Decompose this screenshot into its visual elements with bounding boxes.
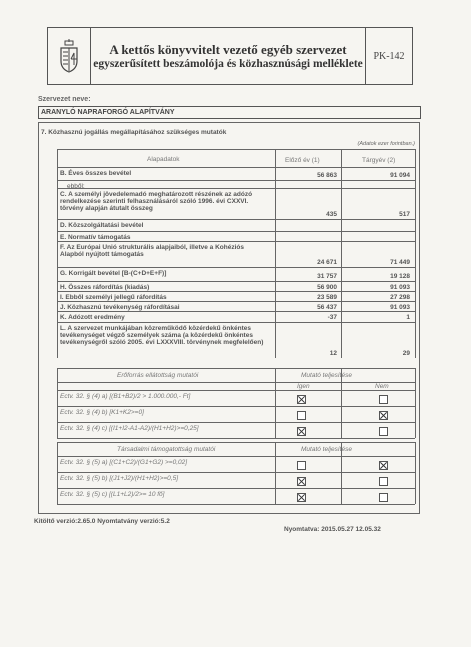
print-timestamp: Nyomtatva: 2015.05.27 12.05.32 — [284, 526, 381, 533]
table-row — [57, 267, 415, 282]
indicator-formula: Ectv. 32. § (4) c) [(I1+I2-A1-A2)/(H1+H2)>=0,25] — [60, 425, 199, 432]
prev-year-value: 12 — [329, 350, 337, 357]
indicator-row — [57, 422, 415, 439]
prev-year-value: 56 863 — [317, 172, 337, 179]
section-title: 7. Közhasznú jogállás megállapításához szükséges mutatók — [41, 129, 227, 136]
block-divider — [341, 442, 342, 504]
current-year-value: 517 — [399, 211, 410, 218]
indicator-row — [57, 406, 415, 423]
row-label: B. Éves összes bevétel — [60, 170, 132, 177]
yes-checkbox[interactable] — [297, 477, 306, 486]
current-year-value: 91 093 — [390, 284, 410, 291]
yes-header: Igen — [297, 383, 310, 390]
version-info: Kitöltő verzió:2.65.0 Nyomtatvány verzió:5.2 — [34, 518, 170, 525]
prev-year-value: 56 900 — [317, 284, 337, 291]
yes-checkbox[interactable] — [297, 395, 306, 404]
current-year-value: 29 — [402, 350, 410, 357]
yes-checkbox[interactable] — [297, 493, 306, 502]
prev-year-value: 56 437 — [317, 304, 337, 311]
no-checkbox[interactable] — [379, 493, 388, 502]
prev-year-value: -37 — [327, 314, 337, 321]
row-label: F. Az Európai Unió strukturális alapjaiból, illetve a Kohéziós Alapból nyújtott támogatás — [60, 244, 244, 258]
prev-year-value: 31 757 — [317, 273, 337, 280]
block-left-border — [57, 368, 58, 438]
table-right-border — [415, 149, 416, 358]
unit-note: (Adatok ezer forintban.) — [357, 141, 415, 147]
block-right-border — [415, 442, 416, 504]
row-label: E. Normatív támogatás — [60, 234, 131, 241]
indicator-formula: Ectv. 32. § (5) c) [(L1+L2)/2>= 10 fő] — [60, 491, 165, 498]
group-title: Társadalmi támogatottság mutatói — [117, 446, 216, 453]
table-left-border — [57, 149, 58, 358]
col-divider-2 — [341, 149, 342, 358]
block-right-border — [415, 368, 416, 438]
yes-checkbox[interactable] — [297, 461, 306, 470]
indicator-row — [57, 390, 415, 407]
yes-checkbox[interactable] — [297, 427, 306, 436]
indicator-group-header — [57, 442, 415, 457]
table-header-row — [57, 149, 415, 168]
row-label: ebből: — [67, 183, 85, 190]
current-year-value: 91 093 — [390, 304, 410, 311]
no-checkbox[interactable] — [379, 411, 388, 420]
indicator-formula: Ectv. 32. § (4) b) [K1+K2>=0] — [60, 409, 144, 416]
col-header-basic: Alapadatok — [147, 156, 180, 163]
yes-checkbox[interactable] — [297, 411, 306, 420]
no-checkbox[interactable] — [379, 427, 388, 436]
row-label: C. A személyi jövedelemadó meghatározott részének az adózó rendelkezése szerinti felhasználásáról szóló 1996. évi CXXVI. törvény alapján átutalt összeg — [60, 191, 253, 212]
indicator-row — [57, 488, 415, 505]
form-title — [91, 28, 366, 84]
current-year-value: 19 128 — [390, 273, 410, 280]
table-row — [57, 167, 415, 181]
row-label: J. Közhasznú tevékenység ráfordításai — [60, 304, 180, 311]
no-header: Nem — [375, 383, 389, 390]
indicator-group-header — [57, 368, 415, 383]
indicators-section — [38, 122, 420, 514]
block-bottom-border — [57, 504, 415, 505]
current-year-value: 91 094 — [390, 172, 410, 179]
row-label: K. Adózott eredmény — [60, 314, 125, 321]
block-divider — [341, 368, 342, 438]
fulfil-title: Mutató teljesítése — [301, 446, 352, 453]
block-divider — [275, 442, 276, 504]
form-header — [47, 27, 413, 85]
no-checkbox[interactable] — [379, 477, 388, 486]
group-title: Erőforrás ellátottság mutatói — [117, 372, 199, 379]
current-year-value: 71 449 — [390, 259, 410, 266]
fulfil-title: Mutató teljesítése — [301, 372, 352, 379]
col-header-prev-year: Előző év (1) — [285, 157, 320, 164]
prev-year-value: 23 589 — [317, 294, 337, 301]
prev-year-value: 24 671 — [317, 259, 337, 266]
indicator-formula: Ectv. 32. § (5) a) [(C1+C2)/(G1+G2) >=0,02] — [60, 459, 188, 466]
title-line-2: egyszerűsített beszámolója és közhasznúsági melléklete — [93, 58, 363, 70]
row-label: H. Összes ráfordítás (kiadás) — [60, 284, 150, 291]
row-label: G. Korrigált bevétel [B-(C+D+E+F)] — [60, 270, 167, 277]
table-row — [57, 241, 415, 268]
indicator-row — [57, 456, 415, 473]
block-bottom-border — [57, 438, 415, 439]
indicator-formula: Ectv. 32. § (5) b) [(J1+J2)/(H1+H2)>=0,5] — [60, 475, 179, 482]
indicator-row — [57, 472, 415, 489]
prev-year-value: 435 — [326, 211, 337, 218]
indicator-formula: Ectv. 32. § (4) a) [(B1+B2)/2 > 1.000.000,- Ft] — [60, 393, 191, 400]
table-row — [57, 322, 415, 359]
org-name-label: Szervezet neve: — [38, 96, 91, 103]
org-name-field[interactable]: ARANYLÓ NAPRAFORGÓ ALAPÍTVÁNY — [38, 106, 421, 119]
block-divider — [275, 368, 276, 438]
title-line-1: A kettős könyvvitelt vezető egyéb szervezet — [109, 42, 347, 57]
row-label: I. Ebből személyi jellegű ráfordítás — [60, 294, 167, 301]
row-label: L. A szervezet munkájában közreműködő közérdekű önkéntes tevékenységet végző személyek száma (a közérdekű önkéntes tevékenységről szóló 2005. évi LXXXVIII. törvénynek megfelelően) — [60, 325, 264, 346]
block-left-border — [57, 442, 58, 504]
no-checkbox[interactable] — [379, 461, 388, 470]
current-year-value: 27 298 — [390, 294, 410, 301]
coat-of-arms-icon — [48, 28, 91, 84]
col-divider-1 — [275, 149, 276, 358]
no-checkbox[interactable] — [379, 395, 388, 404]
col-header-current-year: Tárgyév (2) — [362, 157, 396, 164]
current-year-value: 1 — [406, 314, 410, 321]
table-row — [57, 188, 415, 220]
form-code: PK-142 — [373, 50, 405, 62]
row-label: D. Közszolgáltatási bevétel — [60, 222, 144, 229]
